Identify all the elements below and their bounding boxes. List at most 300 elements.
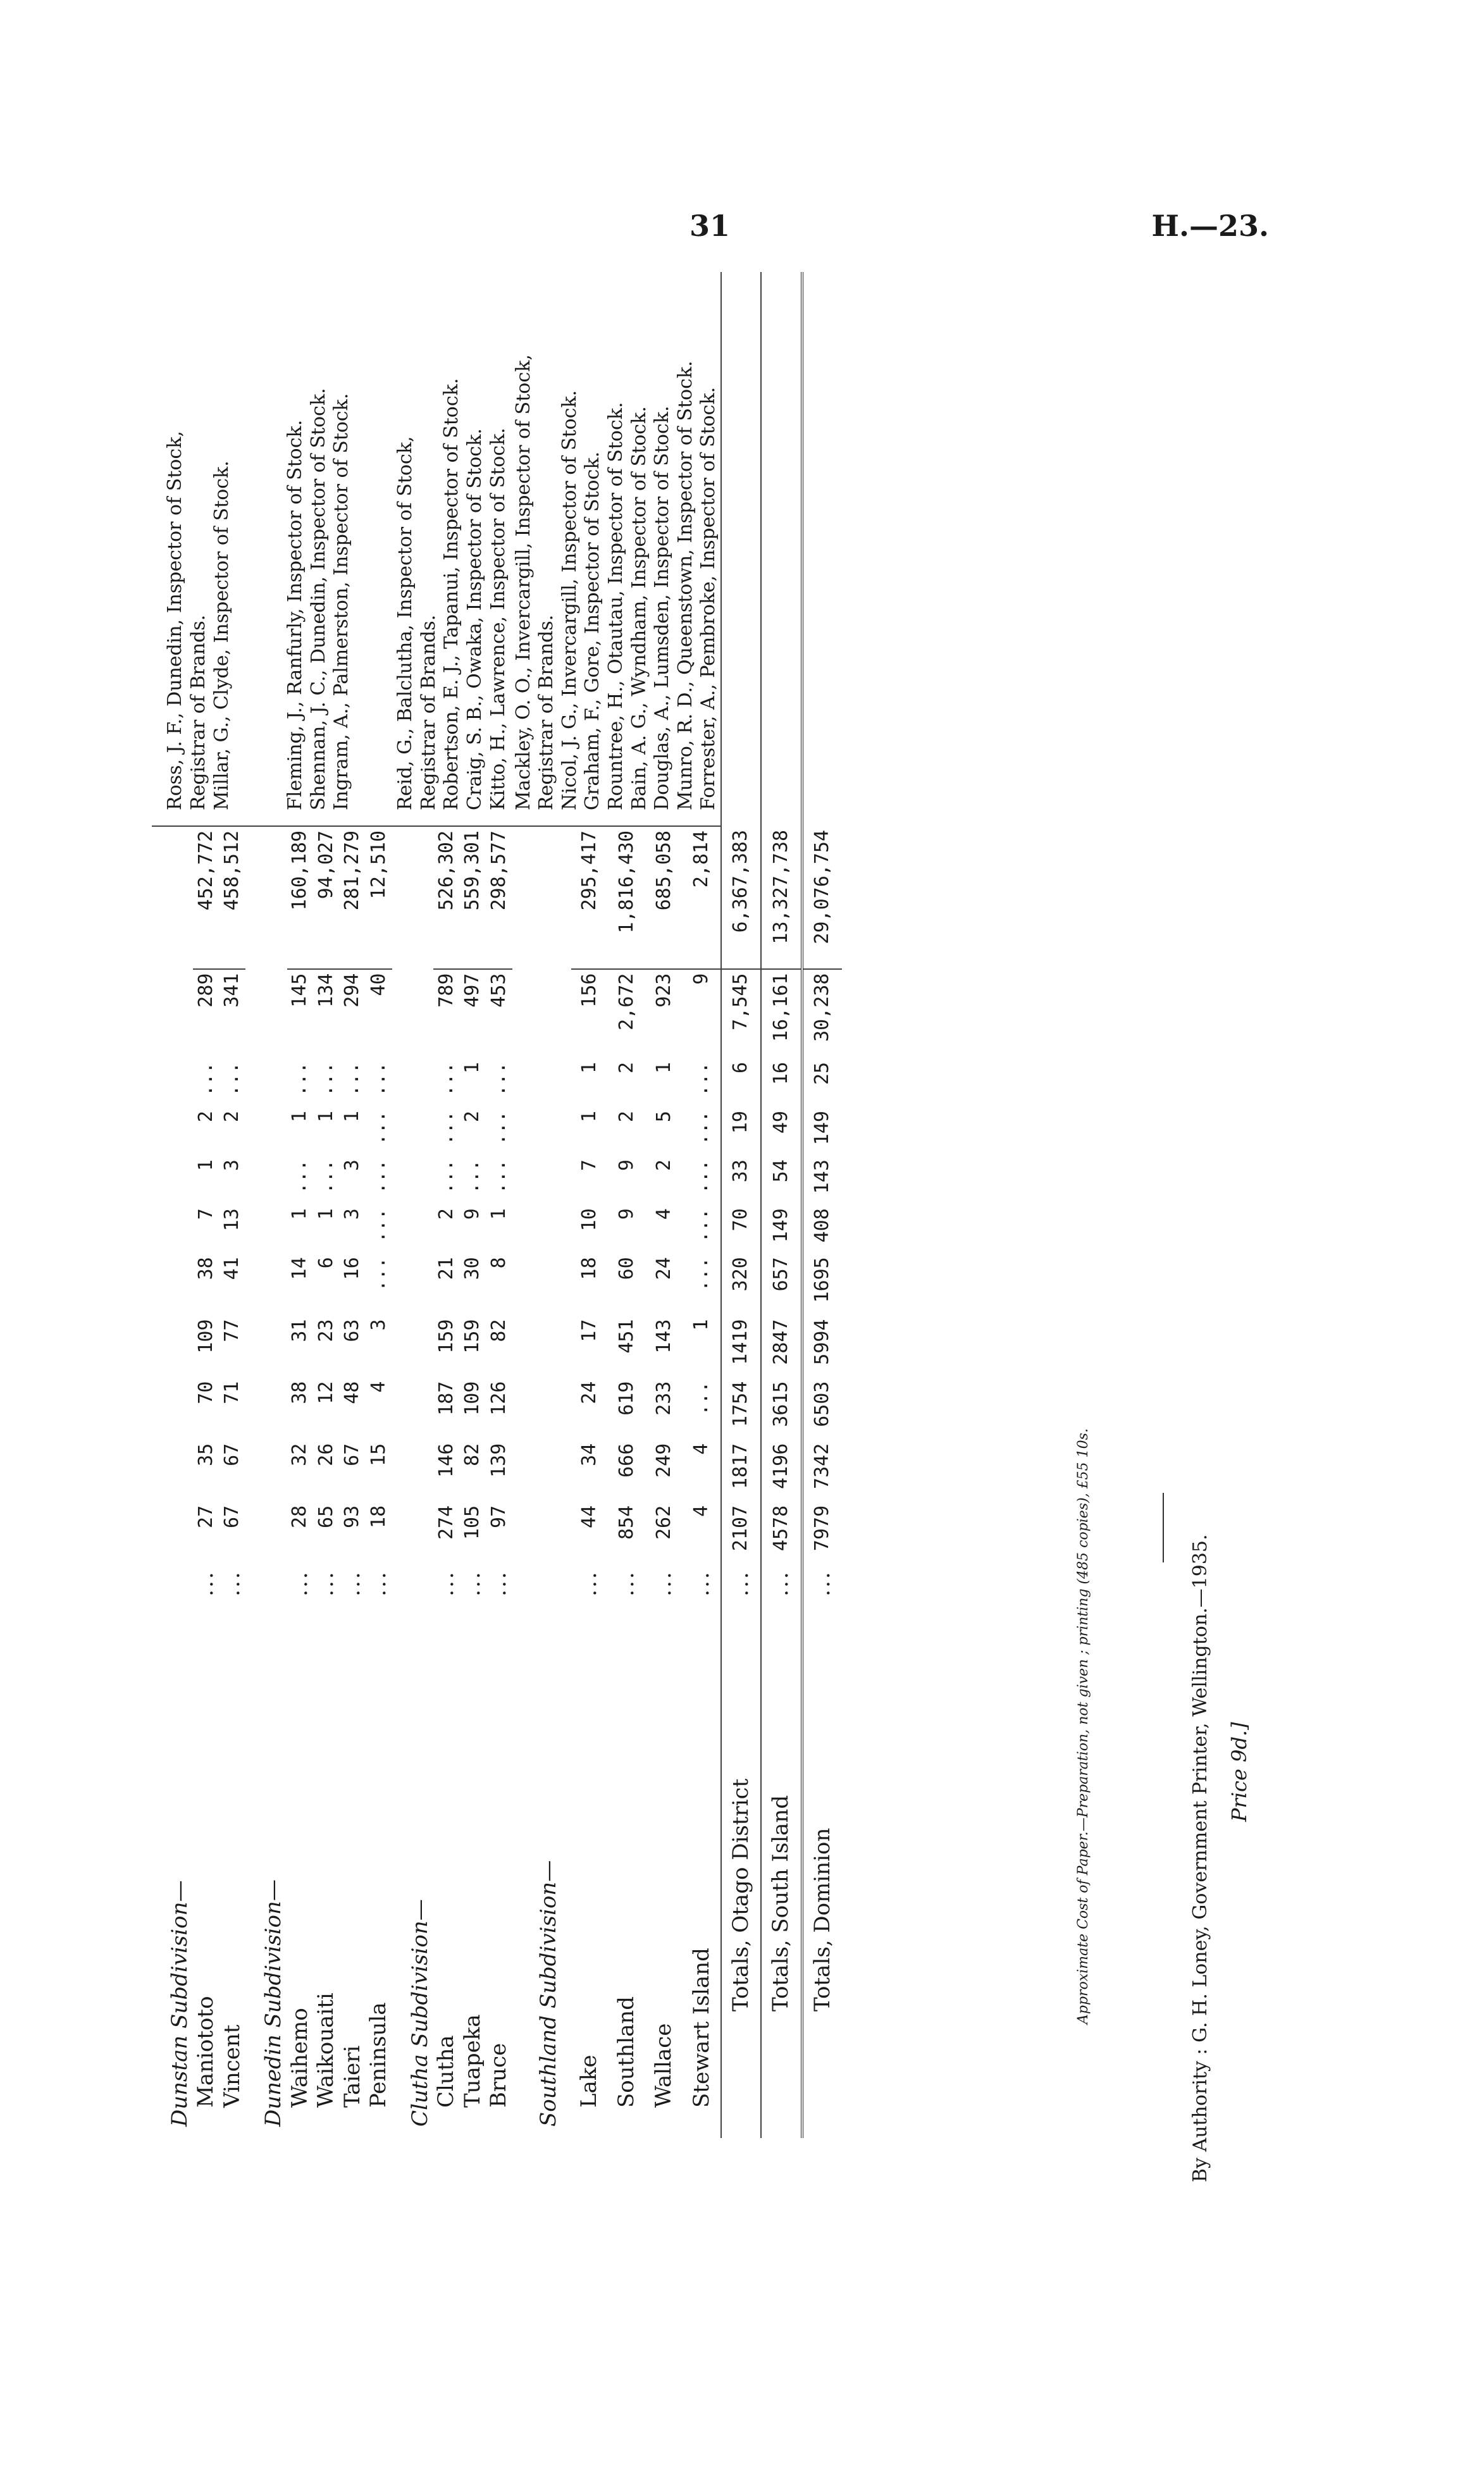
cell-c5: 38 bbox=[194, 1257, 217, 1280]
cell-c4: 1419 bbox=[721, 1315, 761, 1377]
totals-name: Totals, South Island bbox=[761, 1603, 801, 2138]
cell-c3: 38 bbox=[288, 1381, 311, 1404]
stock-table bbox=[152, 272, 842, 2138]
empty-cell bbox=[245, 969, 287, 1058]
cell-c3: 70 bbox=[194, 1381, 217, 1404]
cell-c1: 4578 bbox=[761, 1502, 801, 1564]
cell-c10: 134 bbox=[314, 973, 337, 1008]
footer-rule bbox=[1163, 1493, 1164, 1562]
cell-c9: ... bbox=[221, 1061, 244, 1097]
cell-c6: 2 bbox=[435, 1208, 457, 1220]
empty-cell bbox=[152, 1058, 193, 1107]
cell-c8: ... bbox=[487, 1111, 510, 1146]
empty-cell bbox=[512, 1204, 571, 1253]
row-name: Waihemo bbox=[287, 2008, 312, 2108]
cell-c10: 2,672 bbox=[615, 973, 638, 1030]
row-name: Stewart Island bbox=[688, 1948, 714, 2108]
empty-cell bbox=[392, 1107, 433, 1156]
cell-c4: 82 bbox=[487, 1319, 510, 1342]
section-heading: Dunedin Subdivision— bbox=[261, 1879, 287, 2127]
cell-c9: ... bbox=[314, 1061, 337, 1097]
row-name: Tuapeka bbox=[459, 2014, 485, 2108]
cell-c6: 3 bbox=[341, 1208, 364, 1220]
officer-line: Nicol, J. G., Invercargill, Inspector of Stock. bbox=[558, 390, 581, 810]
officer-line: Rountree, H., Otautau, Inspector of Stock. bbox=[605, 402, 627, 810]
cell-c4: 5994 bbox=[802, 1315, 842, 1377]
cell-c11: 685,058 bbox=[646, 826, 683, 969]
cell-c8: ... bbox=[367, 1111, 390, 1146]
empty-cell bbox=[392, 826, 433, 969]
cell-c2: 1817 bbox=[721, 1440, 761, 1502]
officer-line: Kitto, H., Lawrence, Inspector of Stock. bbox=[486, 428, 509, 810]
cell-c11: 29,076,754 bbox=[802, 826, 842, 969]
empty-cell bbox=[512, 1564, 571, 1603]
row-name: Wallace bbox=[651, 2023, 677, 2108]
cell-c2: 67 bbox=[221, 1443, 244, 1466]
cell-c2: 34 bbox=[578, 1443, 600, 1466]
cell-c11: 526,302 bbox=[433, 826, 459, 969]
cell-c7: ... bbox=[367, 1159, 390, 1194]
cell-c7: 3 bbox=[221, 1159, 244, 1171]
cell-c7: ... bbox=[435, 1159, 457, 1194]
row-dots: ... bbox=[287, 1570, 312, 1597]
cell-c7: ... bbox=[689, 1159, 712, 1194]
cell-c10: 289 bbox=[194, 973, 217, 1008]
cell-c3: 187 bbox=[435, 1381, 457, 1416]
cell-c4: 23 bbox=[314, 1319, 337, 1342]
officer-line: Registrar of Brands. bbox=[417, 614, 440, 810]
row-dots: ... bbox=[761, 1564, 801, 1603]
row-name: Bruce bbox=[486, 2043, 512, 2108]
cell-c11: 1,816,430 bbox=[609, 826, 646, 969]
cell-c10: 341 bbox=[221, 973, 244, 1008]
cell-c3: 12 bbox=[314, 1381, 337, 1404]
row-dots: ... bbox=[614, 1570, 640, 1597]
totals-row bbox=[721, 272, 761, 2138]
officers-cell bbox=[392, 272, 512, 826]
cell-c4: 17 bbox=[578, 1319, 600, 1342]
empty-cell bbox=[152, 1204, 193, 1253]
cell-c8: 2 bbox=[221, 1111, 244, 1123]
cell-c1: 27 bbox=[194, 1505, 217, 1528]
totals-name: Totals, Dominion bbox=[802, 1603, 842, 2138]
cell-c5: 24 bbox=[652, 1257, 675, 1280]
cell-c11: 13,327,738 bbox=[761, 826, 801, 969]
row-name: Peninsula bbox=[366, 2002, 392, 2108]
cell-c5: 8 bbox=[487, 1257, 510, 1269]
officer-line: Graham, F., Gore, Inspector of Stock. bbox=[581, 451, 604, 810]
cell-c8: 5 bbox=[652, 1111, 675, 1123]
cell-c6: ... bbox=[689, 1208, 712, 1243]
empty-cell bbox=[152, 1253, 193, 1315]
cell-c1: 262 bbox=[652, 1505, 675, 1540]
section-heading-row bbox=[152, 272, 193, 2138]
empty-cell bbox=[152, 969, 193, 1058]
cell-c7: ... bbox=[314, 1159, 337, 1194]
cell-c6: 149 bbox=[761, 1204, 801, 1253]
section-heading: Clutha Subdivision— bbox=[407, 1899, 433, 2127]
officer-line: Bain, A. G., Wyndham, Inspector of Stock. bbox=[628, 406, 650, 810]
cell-c5: 60 bbox=[615, 1257, 638, 1280]
empty-cell bbox=[152, 1564, 193, 1603]
row-name: Lake bbox=[576, 2055, 602, 2108]
row-dots: ... bbox=[366, 1570, 392, 1597]
cost-note: Approximate Cost of Paper.—Preparation, not given ; printing (485 copies), £55 10s. bbox=[1075, 1428, 1091, 2024]
row-name: Vincent bbox=[219, 2024, 245, 2108]
empty-cell bbox=[245, 1253, 287, 1315]
empty-cell bbox=[245, 1440, 287, 1502]
cell-c9: 6 bbox=[721, 1058, 761, 1107]
cell-c6: 1 bbox=[487, 1208, 510, 1220]
cell-c4: 3 bbox=[367, 1319, 390, 1331]
empty-cell bbox=[512, 1156, 571, 1204]
cell-c7: ... bbox=[461, 1159, 484, 1194]
row-dots: ... bbox=[313, 1570, 339, 1597]
row-dots: ... bbox=[688, 1570, 714, 1597]
empty-cell bbox=[392, 969, 433, 1058]
cell-c2: 7342 bbox=[802, 1440, 842, 1502]
cell-c1: 7979 bbox=[802, 1502, 842, 1564]
officers-cell bbox=[245, 272, 392, 826]
cell-c8: 2 bbox=[615, 1111, 638, 1123]
row-name: Maniototo bbox=[193, 1996, 219, 2108]
cell-c4: 159 bbox=[435, 1319, 457, 1354]
cell-c1: 44 bbox=[578, 1505, 600, 1528]
cell-c2: 146 bbox=[435, 1443, 457, 1478]
row-dots: ... bbox=[486, 1570, 512, 1597]
cell-c7: 3 bbox=[341, 1159, 364, 1171]
row-name: Taieri bbox=[339, 2045, 365, 2108]
cell-c3: 1754 bbox=[721, 1378, 761, 1440]
cell-c5: 30 bbox=[461, 1257, 484, 1280]
cell-c10: 789 bbox=[435, 973, 457, 1008]
section-heading-row bbox=[392, 272, 433, 2138]
cell-c4: 159 bbox=[461, 1319, 484, 1354]
empty-cell bbox=[152, 1156, 193, 1204]
cell-c6: 1 bbox=[314, 1208, 337, 1220]
cell-c2: 4 bbox=[689, 1443, 712, 1455]
cell-c7: 1 bbox=[194, 1159, 217, 1171]
cell-c4: 1 bbox=[689, 1319, 712, 1331]
cell-c1: 18 bbox=[367, 1505, 390, 1528]
cell-c9: 1 bbox=[578, 1061, 600, 1073]
row-dots: ... bbox=[219, 1570, 245, 1597]
cell-c6: 13 bbox=[221, 1208, 244, 1232]
cell-c9: ... bbox=[367, 1061, 390, 1097]
row-dots: ... bbox=[576, 1570, 602, 1597]
cell-c1: 28 bbox=[288, 1505, 311, 1528]
empty-cell bbox=[721, 272, 761, 826]
cell-c10: 923 bbox=[652, 973, 675, 1008]
cell-c8: 1 bbox=[341, 1111, 364, 1123]
cell-c4: 2847 bbox=[761, 1315, 801, 1377]
cell-c9: ... bbox=[689, 1061, 712, 1097]
cell-c10: 294 bbox=[341, 973, 364, 1008]
cell-c11: 295,417 bbox=[571, 826, 609, 969]
empty-cell bbox=[245, 1107, 287, 1156]
cell-c1: 2107 bbox=[721, 1502, 761, 1564]
empty-cell bbox=[392, 1378, 433, 1440]
cell-c11: 298,577 bbox=[486, 826, 512, 969]
officer-line: Reid, G., Balclutha, Inspector of Stock, bbox=[394, 436, 417, 810]
officer-line: Craig, S. B., Owaka, Inspector of Stock. bbox=[463, 428, 486, 810]
cell-c4: 77 bbox=[221, 1319, 244, 1342]
cell-c11: 12,510 bbox=[366, 826, 392, 969]
empty-cell bbox=[392, 1315, 433, 1377]
cell-c1: 67 bbox=[221, 1505, 244, 1528]
cell-c8: 2 bbox=[194, 1111, 217, 1123]
cell-c10: 7,545 bbox=[721, 969, 761, 1058]
cell-c8: ... bbox=[435, 1111, 457, 1146]
officers-cell bbox=[512, 272, 721, 826]
empty-cell bbox=[245, 826, 287, 969]
row-name: Southland bbox=[614, 1996, 640, 2108]
row-dots: ... bbox=[651, 1570, 677, 1597]
cell-c5: 41 bbox=[221, 1257, 244, 1280]
officer-line: Munro, R. D., Queenstown, Inspector of Stock. bbox=[674, 361, 696, 810]
cell-c11: 458,512 bbox=[220, 826, 245, 969]
cell-c9: ... bbox=[435, 1061, 457, 1097]
cell-c11: 94,027 bbox=[313, 826, 339, 969]
cell-c6: 10 bbox=[578, 1208, 600, 1232]
officer-line: Ingram, A., Palmerston, Inspector of Stock. bbox=[330, 393, 353, 810]
cell-c11: 160,189 bbox=[287, 826, 313, 969]
cell-c5: 657 bbox=[761, 1253, 801, 1315]
cell-c10: 40 bbox=[367, 973, 390, 996]
empty-cell bbox=[152, 1502, 193, 1564]
cell-c11: 452,772 bbox=[193, 826, 219, 969]
cell-c9: ... bbox=[341, 1061, 364, 1097]
section-heading-row bbox=[512, 272, 571, 2138]
cell-c7: ... bbox=[288, 1159, 311, 1194]
cell-c9: 25 bbox=[802, 1058, 842, 1107]
cell-c1: 854 bbox=[615, 1505, 638, 1540]
empty-cell bbox=[512, 1315, 571, 1377]
row-dots: ... bbox=[433, 1570, 459, 1597]
cell-c7: 9 bbox=[615, 1159, 638, 1171]
cell-c9: 1 bbox=[461, 1061, 484, 1073]
cell-c2: 4196 bbox=[761, 1440, 801, 1502]
empty-cell bbox=[392, 1156, 433, 1204]
cell-c2: 32 bbox=[288, 1443, 311, 1466]
empty-cell bbox=[802, 272, 842, 826]
empty-cell bbox=[152, 826, 193, 969]
cell-c5: 14 bbox=[288, 1257, 311, 1280]
empty-cell bbox=[392, 1253, 433, 1315]
cell-c7: ... bbox=[487, 1159, 510, 1194]
empty-cell bbox=[245, 1564, 287, 1603]
empty-cell bbox=[245, 1204, 287, 1253]
cell-c2: 666 bbox=[615, 1443, 638, 1478]
cell-c3: 126 bbox=[487, 1381, 510, 1416]
empty-cell bbox=[245, 1156, 287, 1204]
cell-c3: 71 bbox=[221, 1381, 244, 1404]
section-heading: Southland Subdivision— bbox=[536, 1860, 562, 2127]
cell-c2: 67 bbox=[341, 1443, 364, 1466]
cell-c5: 18 bbox=[578, 1257, 600, 1280]
row-name: Waikouaiti bbox=[313, 1993, 339, 2108]
cell-c9: ... bbox=[288, 1061, 311, 1097]
officer-line: Robertson, E. J., Tapanui, Inspector of Stock. bbox=[440, 378, 463, 810]
cell-c1: 93 bbox=[341, 1505, 364, 1528]
cell-c3: 619 bbox=[615, 1381, 638, 1416]
cell-c6: 408 bbox=[802, 1204, 842, 1253]
empty-cell bbox=[152, 1440, 193, 1502]
cell-c2: 249 bbox=[652, 1443, 675, 1478]
row-dots: ... bbox=[459, 1570, 485, 1597]
cell-c3: 233 bbox=[652, 1381, 675, 1416]
empty-cell bbox=[512, 1378, 571, 1440]
cell-c5: ... bbox=[689, 1257, 712, 1292]
cell-c6: 7 bbox=[194, 1208, 217, 1220]
cell-c6: 9 bbox=[615, 1208, 638, 1220]
empty-cell bbox=[392, 1440, 433, 1502]
cell-c7: 33 bbox=[721, 1156, 761, 1204]
empty-cell bbox=[512, 1058, 571, 1107]
row-dots: ... bbox=[193, 1570, 219, 1597]
authority-line: By Authority : G. H. Loney, Government Printer, Wellington.—1935. bbox=[1189, 1534, 1211, 2182]
officer-line: Ross, J. F., Dunedin, Inspector of Stock, bbox=[164, 431, 187, 810]
cell-c5: 16 bbox=[341, 1257, 364, 1280]
rotated-table-block bbox=[152, 272, 892, 2138]
empty-cell bbox=[245, 1315, 287, 1377]
empty-cell bbox=[392, 1058, 433, 1107]
cell-c3: 109 bbox=[461, 1381, 484, 1416]
officer-line: Mackley, O. O., Invercargill, Inspector of Stock, bbox=[512, 354, 535, 810]
empty-cell bbox=[392, 1564, 433, 1603]
officer-line: Registrar of Brands. bbox=[535, 614, 558, 810]
cell-c2: 139 bbox=[487, 1443, 510, 1478]
cell-c8: 1 bbox=[314, 1111, 337, 1123]
empty-cell bbox=[152, 1378, 193, 1440]
section-heading: Dunstan Subdivision— bbox=[167, 1880, 192, 2127]
cell-c8: 49 bbox=[761, 1107, 801, 1156]
cell-c3: ... bbox=[689, 1381, 712, 1416]
cell-c1: 274 bbox=[435, 1505, 457, 1540]
cell-c5: 6 bbox=[314, 1257, 337, 1269]
cell-c2: 35 bbox=[194, 1443, 217, 1466]
cell-c2: 82 bbox=[461, 1443, 484, 1466]
section-heading-row bbox=[245, 272, 287, 2138]
cell-c4: 109 bbox=[194, 1319, 217, 1354]
cell-c10: 9 bbox=[689, 973, 712, 985]
cell-c3: 48 bbox=[341, 1381, 364, 1404]
cell-c8: ... bbox=[689, 1111, 712, 1146]
empty-cell bbox=[761, 272, 801, 826]
empty-cell bbox=[152, 1107, 193, 1156]
cell-c4: 143 bbox=[652, 1319, 675, 1354]
row-dots: ... bbox=[802, 1564, 842, 1603]
cell-c8: 149 bbox=[802, 1107, 842, 1156]
empty-cell bbox=[245, 1502, 287, 1564]
cell-c3: 4 bbox=[367, 1381, 390, 1393]
cell-c7: 7 bbox=[578, 1159, 600, 1171]
page-number: 31 bbox=[689, 209, 731, 243]
cell-c9: 16 bbox=[761, 1058, 801, 1107]
cell-c11: 281,279 bbox=[340, 826, 366, 969]
cell-c6: ... bbox=[367, 1208, 390, 1243]
cell-c10: 30,238 bbox=[802, 969, 842, 1058]
officers-cell bbox=[152, 272, 245, 826]
empty-cell bbox=[512, 1502, 571, 1564]
cell-c2: 15 bbox=[367, 1443, 390, 1466]
cell-c1: 97 bbox=[487, 1505, 510, 1528]
cell-c10: 453 bbox=[487, 973, 510, 1008]
cell-c8: 1 bbox=[288, 1111, 311, 1123]
cell-c7: 143 bbox=[802, 1156, 842, 1204]
cell-c11: 2,814 bbox=[683, 826, 721, 969]
cell-c5: 21 bbox=[435, 1257, 457, 1280]
cell-c3: 24 bbox=[578, 1381, 600, 1404]
cell-c10: 156 bbox=[578, 973, 600, 1008]
cell-c9: ... bbox=[487, 1061, 510, 1097]
empty-cell bbox=[152, 1315, 193, 1377]
cell-c3: 3615 bbox=[761, 1378, 801, 1440]
cell-c3: 6503 bbox=[802, 1378, 842, 1440]
empty-cell bbox=[245, 1058, 287, 1107]
cell-c6: 1 bbox=[288, 1208, 311, 1220]
cell-c11: 559,301 bbox=[460, 826, 486, 969]
empty-cell bbox=[512, 826, 571, 969]
cell-c8: 1 bbox=[578, 1111, 600, 1123]
cell-c5: 320 bbox=[721, 1253, 761, 1315]
row-dots: ... bbox=[339, 1570, 365, 1597]
cell-c10: 497 bbox=[461, 973, 484, 1008]
officer-line: Douglas, A., Lumsden, Inspector of Stock. bbox=[651, 405, 674, 810]
cell-c4: 63 bbox=[341, 1319, 364, 1342]
cell-c11: 6,367,383 bbox=[721, 826, 761, 969]
officer-line: Fleming, J., Ranfurly, Inspector of Stock. bbox=[284, 419, 307, 810]
cell-c7: 2 bbox=[652, 1159, 675, 1171]
empty-cell bbox=[392, 1204, 433, 1253]
totals-row bbox=[761, 272, 801, 2138]
cell-c5: 1695 bbox=[802, 1253, 842, 1315]
empty-cell bbox=[512, 1253, 571, 1315]
totals-row bbox=[802, 272, 842, 2138]
totals-name: Totals, Otago District bbox=[721, 1603, 761, 2138]
cell-c5: ... bbox=[367, 1257, 390, 1292]
cell-c8: 2 bbox=[461, 1111, 484, 1123]
cell-c9: ... bbox=[194, 1061, 217, 1097]
empty-cell bbox=[512, 969, 571, 1058]
empty-cell bbox=[512, 1107, 571, 1156]
row-name: Clutha bbox=[433, 2035, 459, 2108]
cell-c4: 451 bbox=[615, 1319, 638, 1354]
cell-c7: 54 bbox=[761, 1156, 801, 1204]
cell-c9: 1 bbox=[652, 1061, 675, 1073]
empty-cell bbox=[512, 1440, 571, 1502]
empty-cell bbox=[392, 1502, 433, 1564]
officer-line: Millar, G., Clyde, Inspector of Stock. bbox=[210, 461, 233, 810]
cell-c4: 31 bbox=[288, 1319, 311, 1342]
cell-c1: 4 bbox=[689, 1505, 712, 1517]
cell-c1: 105 bbox=[461, 1505, 484, 1540]
cell-c8: 19 bbox=[721, 1107, 761, 1156]
cell-c10: 145 bbox=[288, 973, 311, 1008]
cell-c6: 9 bbox=[461, 1208, 484, 1220]
officer-line: Registrar of Brands. bbox=[187, 614, 209, 810]
row-dots: ... bbox=[721, 1564, 761, 1603]
page-code: H.—23. bbox=[1151, 209, 1269, 243]
cell-c6: 70 bbox=[721, 1204, 761, 1253]
cell-c2: 26 bbox=[314, 1443, 337, 1466]
price-note: Price 9d.] bbox=[1227, 1722, 1251, 1822]
empty-cell bbox=[245, 1378, 287, 1440]
officer-line: Shennan, J. C., Dunedin, Inspector of Stock. bbox=[307, 388, 330, 810]
officer-line: Forrester, A., Pembroke, Inspector of Stock. bbox=[697, 386, 720, 810]
cell-c6: 4 bbox=[652, 1208, 675, 1220]
cell-c10: 16,161 bbox=[761, 969, 801, 1058]
